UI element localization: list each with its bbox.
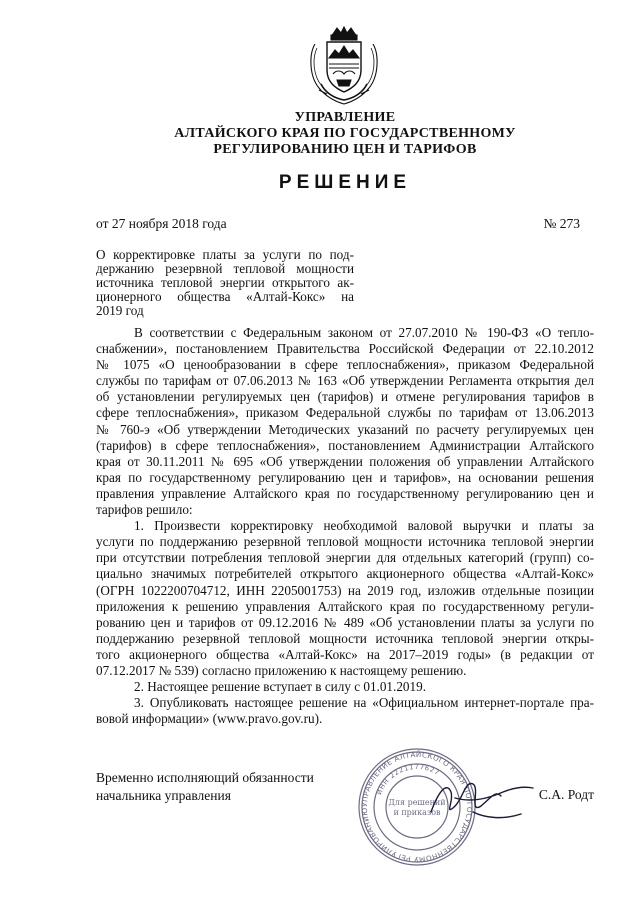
altai-coat-of-arms-emblem: [303, 24, 385, 108]
stamp-outer-text: УПРАВЛЕНИЕ АЛТАЙСКОГО КРАЯ ПО ГОСУДАРСТВЕННОМУ РЕГУЛИРОВАНИЮ: [359, 749, 475, 865]
body-line: № 760-э «Об утверждении Методических указаний по расчету регулируемых цен: [96, 421, 594, 437]
signatory-name: С.А. Родт: [538, 787, 594, 802]
signatory-position-line-1: Временно исполняющий обязанности: [96, 770, 314, 785]
subject-line: держанию резервной тепловой мощности: [96, 261, 354, 276]
body-line: края от 30.11.2011 № 695 «Об утверждении положения об управлении Алтайского: [96, 453, 594, 469]
subject-line: ционерного общества «Алтай-Кокс» на: [96, 289, 354, 304]
body-line: поддержанию резервной тепловой мощности источника тепловой энергии откры-: [96, 630, 594, 646]
body-line: В соответствии с Федеральным законом от 27.07.2010 № 190-ФЗ «О тепло-: [134, 325, 594, 340]
body-line: сфере теплоснабжения», приказом Федеральной службы по тарифам от 13.06.2013: [96, 405, 594, 421]
issuing-authority-header: [120, 110, 570, 158]
body-line: при отсутствии потребления тепловой энергии для отдельных категорий (групп) со-: [96, 550, 594, 566]
paragraph-item-2: [96, 679, 594, 695]
body-line: вовой информации» (www.pravo.gov.ru).: [96, 711, 323, 727]
document-body: [96, 325, 594, 727]
paragraph-item-3: [96, 695, 594, 727]
body-line: края по государственному регулированию цен и тарифов», на основании решения: [96, 469, 594, 485]
body-line: (тарифов) в сфере теплоснабжения», постановлением Администрации Алтайского: [96, 437, 594, 453]
stamp-inn-text: ИНН 2221177627: [375, 762, 442, 796]
document-number: № 273: [543, 216, 580, 231]
header-line-3: РЕГУЛИРОВАНИЮ ЦЕН И ТАРИФОВ: [213, 142, 477, 157]
body-line: 3. Опубликовать настоящее решение на «Официальном интернет-портале пра-: [134, 695, 594, 711]
document-subject: [96, 248, 354, 318]
body-line: правления управление Алтайского края по государственному регулированию цен и: [96, 485, 594, 501]
body-line: об установлении регулируемых цен (тарифов) и отмене регулирования тарифов в: [96, 389, 594, 405]
body-line: службы по тарифам от 07.06.2013 № 163 «Об утверждении Регламента открытия дел: [96, 373, 594, 389]
body-line: рованию цен и тарифов от 09.12.2016 № 489 «Об установлении платы за услуги по: [96, 614, 594, 630]
body-line: 07.12.2017 № 539) согласно приложению к настоящему решению.: [96, 662, 467, 678]
paragraph-preamble: [96, 325, 594, 518]
body-line: № 1075 «О ценообразовании в сфере теплоснабжения», приказом Федеральной: [96, 357, 594, 373]
signatory-position: [96, 769, 314, 805]
body-line: (ОГРН 1022200704712, ИНН 2205001753) на 2019 год, изложив отдельные позиции: [96, 582, 594, 598]
subject-line: источника тепловой энергии открытого ак-: [96, 275, 354, 290]
subject-line: О корректировке платы за услуги по под-: [96, 247, 354, 262]
body-line: 2. Настоящее решение вступает в силу с 01.01.2019.: [134, 679, 426, 695]
handwritten-signature: [425, 768, 540, 830]
stamp-center-text-2: и приказов: [393, 808, 441, 817]
paragraph-item-1: [96, 518, 594, 679]
body-line: 1. Произвести корректировку необходимой валовой выручки и платы за: [134, 518, 594, 534]
body-line: услуги по поддержанию резервной тепловой мощности источника тепловой энергии: [96, 534, 594, 550]
signatory-position-line-2: начальника управления: [96, 788, 231, 803]
header-line-2: АЛТАЙСКОГО КРАЯ ПО ГОСУДАРСТВЕННОМУ: [174, 126, 516, 141]
body-line: приложения к решению управления Алтайского края по государственному регули-: [96, 598, 594, 614]
body-line: того акционерного общества «Алтай-Кокс» на 2017–2019 годы» (в редакции от: [96, 646, 594, 662]
document-title: РЕШЕНИЕ: [278, 172, 412, 193]
header-line-1: УПРАВЛЕНИЕ: [294, 110, 396, 125]
body-line: снабжении», постановлением Правительства Российской Федерации от 22.10.2012: [96, 341, 594, 357]
body-line: тарифов решило:: [96, 502, 193, 518]
subject-line: 2019 год: [96, 303, 144, 318]
document-date: от 27 ноября 2018 года: [96, 216, 227, 231]
stamp-center-text-1: Для решений: [388, 798, 446, 807]
body-line: циально значимых потребителей открытого акционерного общества «Алтай-Кокс»: [96, 566, 594, 582]
